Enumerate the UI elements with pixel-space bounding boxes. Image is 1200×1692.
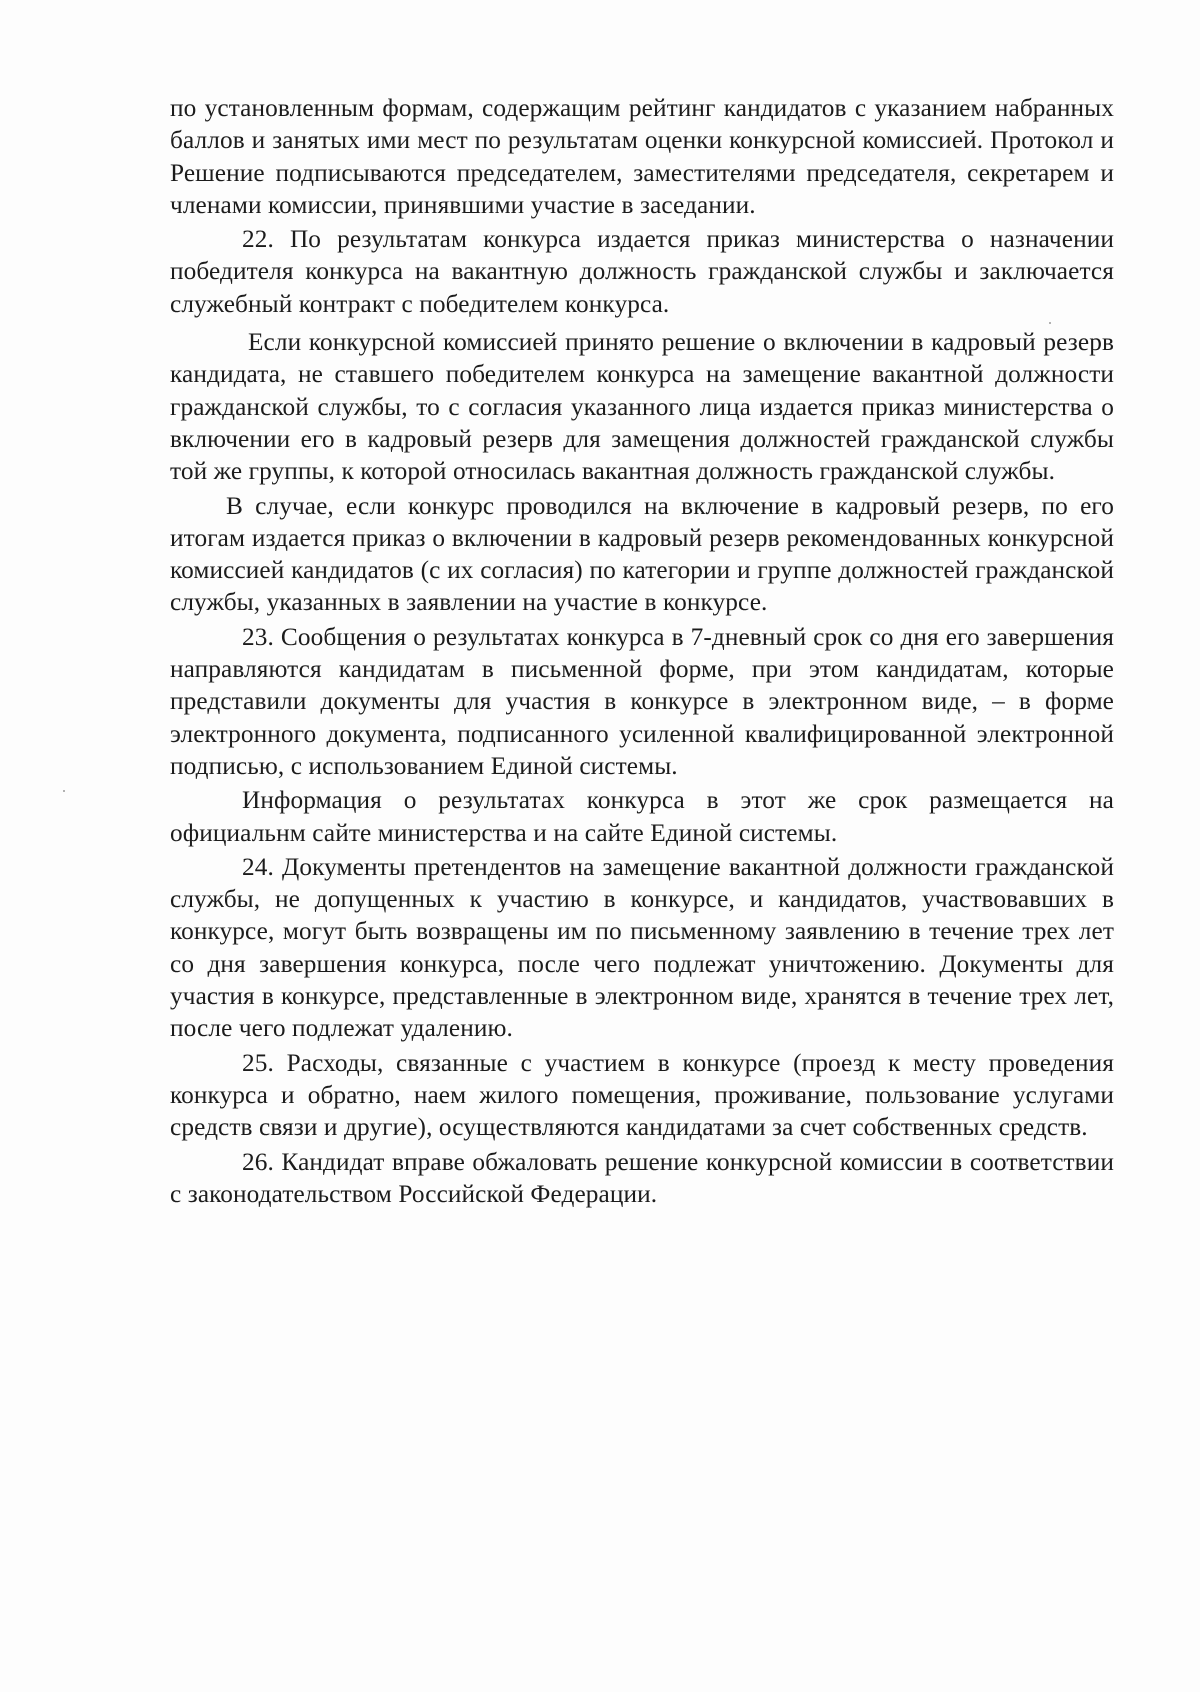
paragraph-25: 25. Расходы, связанные с участием в конкурсе (проезд к месту проведения конкурса и обратно, наем жилого помещения, проживание, пользование услугами средств связи и другие), осуществляются кандидатами за счет собственных средств. — [170, 1048, 1114, 1142]
paragraph-24: 24. Документы претендентов на замещение вакантной должности гражданской службы, не допущенных к участию в конкурсе, и кандидатов, участвовавших в конкурсе, могут быть возвращены им по письменному заявлению в течение трех лет со дня завершения конкурса, после чего подлежат уничтожению. Документы для участия в конкурсе, представленные в электронном виде, хранятся в течение трех лет, после чего подлежат удалению. — [170, 852, 1114, 1043]
paragraph-protocol-signing: по установленным формам, содержащим рейтинг кандидатов с указанием набранных баллов и занятых ими мест по результатам оценки конкурсной комиссией. Протокол и Решение подписываются председателем, заместителями председателя, секретарем и членами комиссии, принявшими участие в заседании. — [170, 94, 1114, 219]
scan-speck — [63, 790, 65, 792]
document-body — [170, 92, 1114, 1210]
paragraph-22: 22. По результатам конкурса издается приказ министерства о назначении победителя конкурса на вакантную должность гражданской службы и заключается служебный контракт с победителем конкурса. — [170, 225, 1114, 318]
paragraph-reserve-decision: Если конкурсной комиссией принято решение о включении в кадровый резерв кандидата, не ставшего победителем конкурса на замещение вакантной должности гражданской службы, то с согласия указанного лица издается приказ министерства о включении его в кадровый резерв для замещения должностей гражданской службы той же группы, к которой относилась вакантная должность гражданской службы. — [170, 328, 1114, 486]
scan-speck — [1049, 322, 1051, 324]
paragraph-23: 23. Сообщения о результатах конкурса в 7-дневный срок со дня его завершения направляются кандидатам в письменной форме, при этом кандидатам, которые представили документы для участия в конкурсе в электронном виде, – в форме электронного документа, подписанного усиленной квалифицированной электронной подписью, с использованием Единой системы. — [170, 622, 1114, 780]
paragraph-results-info: Информация о результатах конкурса в этот же срок размещается на официальнм сайте министерства и на сайте Единой системы. — [170, 786, 1114, 847]
paragraph-26: 26. Кандидат вправе обжаловать решение конкурсной комиссии в соответствии с законодательством Российской Федерации. — [170, 1147, 1114, 1208]
paragraph-reserve-competition: В случае, если конкурс проводился на включение в кадровый резерв, по его итогам издается приказ о включении в кадровый резерв рекомендованных конкурсной комиссией кандидатов (с их согласия) по категории и группе должностей гражданской службы, указанных в заявлении на участие в конкурсе. — [170, 491, 1114, 617]
